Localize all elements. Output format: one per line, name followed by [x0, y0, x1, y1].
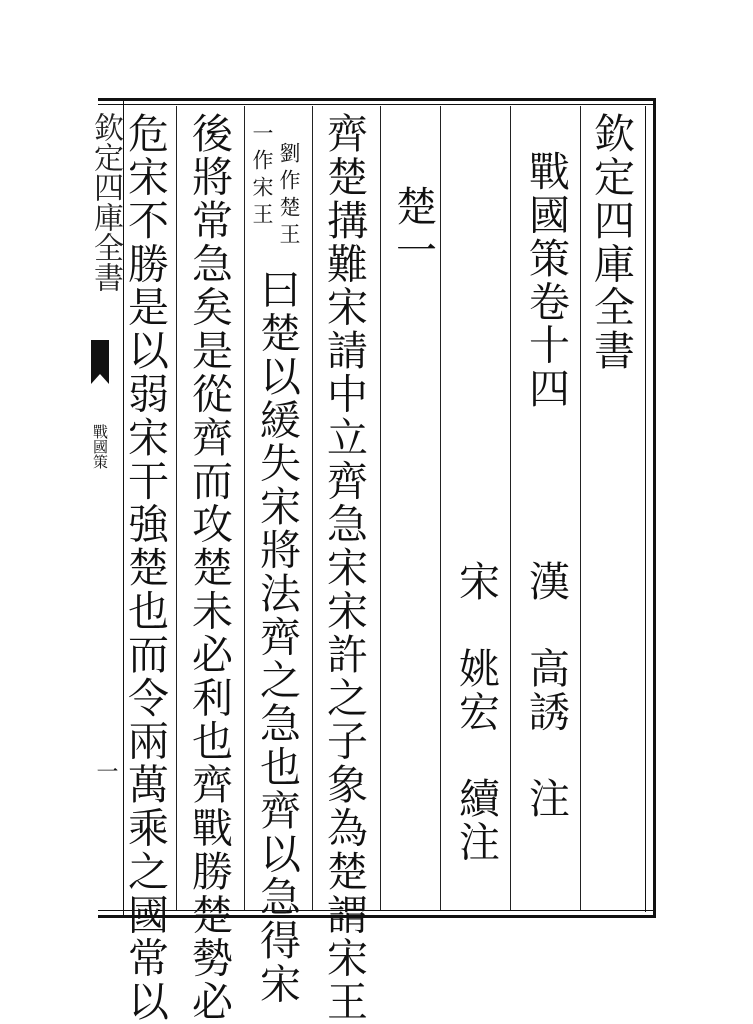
text-column-4: 危宋不勝是以弱宋干強楚也而令兩萬乘之國常以	[121, 112, 169, 1024]
note-column-a: 劉作楚王	[277, 142, 301, 250]
column-rule	[244, 106, 245, 910]
author-song: 宋 姚宏 續注	[452, 560, 500, 864]
fish-tail-mark	[91, 340, 109, 374]
column-rule	[176, 106, 177, 910]
note-column-b: 一作宋王	[250, 122, 274, 230]
column-rule	[380, 106, 381, 910]
chapter-heading: 楚一	[389, 185, 437, 272]
margin-page-number: 一	[93, 760, 118, 782]
margin-title: 欽定四庫全書	[88, 112, 123, 292]
margin-book-name: 戰國策	[91, 424, 109, 469]
text-column-3: 後將常急矣是從齊而攻楚未必利也齊戰勝楚勢必	[185, 112, 233, 1024]
column-rule	[440, 106, 441, 910]
collection-title: 欽定四庫全書	[587, 112, 635, 373]
column-rule	[580, 106, 581, 910]
column-rule	[510, 106, 511, 910]
text-column-2: 曰楚以緩失宋將法齊之急也齊以急得宋	[253, 268, 301, 1006]
column-rule	[312, 106, 313, 910]
author-han: 漢 高誘 注	[522, 560, 570, 821]
text-column-1: 齊楚搆難宋請中立齊急宋宋許之子象為楚謂宋王	[320, 112, 368, 1024]
book-title: 戰國策卷十四	[522, 150, 570, 411]
